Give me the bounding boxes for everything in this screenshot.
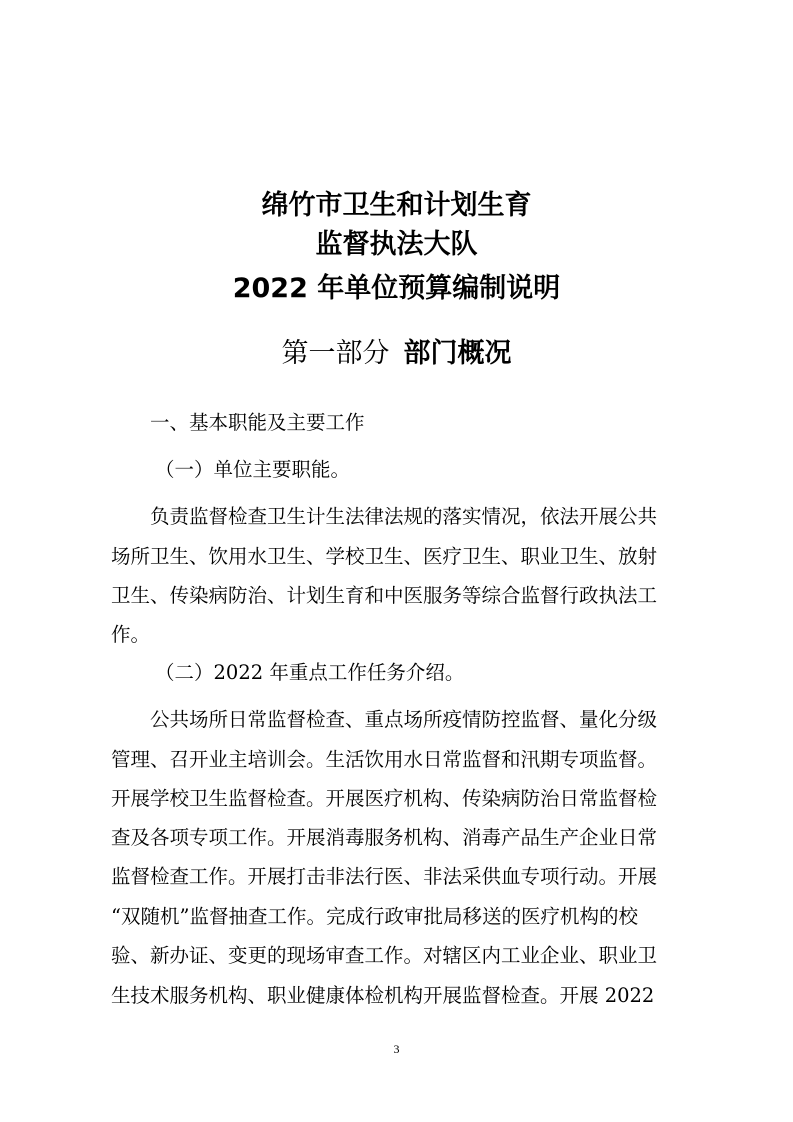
title-line-2: 监督执法大队 xyxy=(315,229,478,260)
title-line-1: 绵竹市卫生和计划生育 xyxy=(261,190,532,221)
paragraph-line: 负责监督检查卫生计生法律法规的落实情况，依法开展公共 xyxy=(150,505,658,528)
paragraph-line: 开展学校卫生监督检查。开展医疗机构、传染病防治日常监督检 xyxy=(111,787,658,810)
paragraph-line: 管理、召开业主培训会。生活饮用水日常监督和汛期专项监督。 xyxy=(111,748,658,771)
subsection-heading-duties: （一）单位主要职能。 xyxy=(155,458,351,481)
paragraph-line: 公共场所日常监督检查、重点场所疫情防控监督、量化分级 xyxy=(150,708,658,731)
subsection-heading-tasks: （二）2022 年重点工作任务介绍。 xyxy=(155,661,465,684)
part-title: 部门概况 xyxy=(403,338,512,369)
paragraph-line: 生技术服务机构、职业健康体检机构开展监督检查。开展 2022 xyxy=(111,984,655,1007)
title-line-3: 2022 年单位预算编制说明 xyxy=(232,273,561,304)
paragraph-line: 卫生、传染病防治、计划生育和中医服务等综合监督行政执法工 xyxy=(111,584,658,607)
part-label: 第一部分 xyxy=(281,338,390,369)
paragraph-line: 验、新办证、变更的现场审查工作。对辖区内工业企业、职业卫 xyxy=(111,944,658,967)
section-heading: 一、基本职能及主要工作 xyxy=(150,411,365,434)
paragraph-line: “双随机”监督抽查工作。完成行政审批局移送的医疗机构的校 xyxy=(111,905,638,928)
paragraph-line: 场所卫生、饮用水卫生、学校卫生、医疗卫生、职业卫生、放射 xyxy=(111,545,658,568)
part-heading xyxy=(0,340,793,367)
paragraph-line: 作。 xyxy=(111,623,151,646)
paragraph-line: 查及各项专项工作。开展消毒服务机构、消毒产品生产企业日常 xyxy=(111,826,658,849)
page-number: 3 xyxy=(393,1042,400,1056)
paragraph-line: 监督检查工作。开展打击非法行医、非法采供血专项行动。开展 xyxy=(111,865,658,888)
